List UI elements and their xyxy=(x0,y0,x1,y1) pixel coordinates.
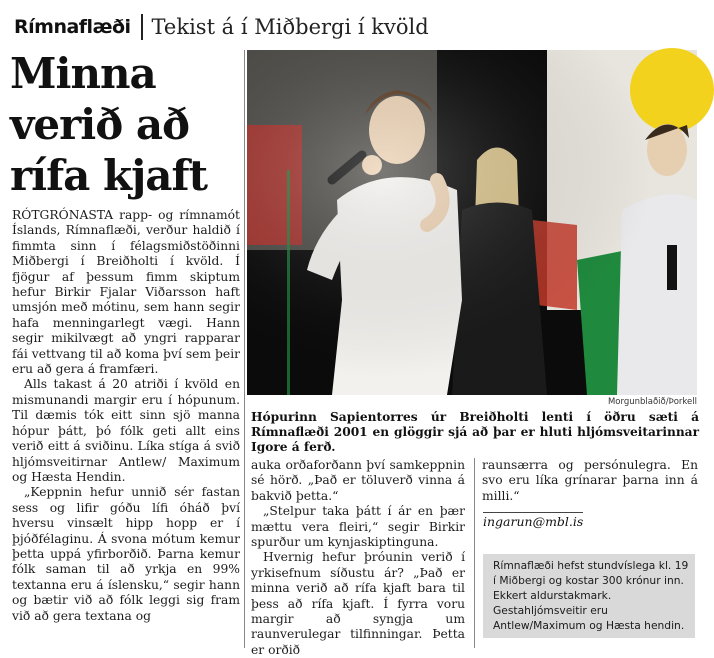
kicker-divider xyxy=(141,14,143,40)
body-column-2 xyxy=(251,458,465,657)
body-paragraph-2: Alls takast á 20 atriði í kvöld en mismunandi margir eru í hópunum. Til dæmis tók eitt sinn sjö manna hópur þátt, þó fólk geti allt eins verið eitt á sviðinu. Líka stíga á svið hljómsveitirnar Antlew/ Maximum og Hæsta Hendin. xyxy=(12,377,240,484)
body-paragraph-7: raunsærra og persónulegra. En svo eru líka grínarar þarna inn á milli.“ xyxy=(482,458,698,503)
body-paragraph-3: „Keppnin hefur unnið sér fastan sess og lifir góðu lífi óháð því hversu vinsælt hipp hopp er í þjóðfélaginu. Á svona mótum kemur þetta uppá yfirborðið. Þarna kemur fólk saman til að yrkja en 99% textanna eru á íslensku,“ segir hann og bætir við að fólk leggi sig fram við að gera textana og xyxy=(12,485,240,623)
article-photo xyxy=(247,50,697,395)
column-rule-1 xyxy=(244,50,245,648)
author-email[interactable]: ingarun@mbl.is xyxy=(483,514,584,529)
performers-photo xyxy=(247,50,697,395)
photo-caption: Hópurinn Sapientorres úr Breiðholti lenti í öðru sæti á Rímnaflæði 2001 en glöggir sjá að þar er hluti hljómsveitarinnar Igore á ferð. xyxy=(251,410,699,454)
signature-rule xyxy=(483,512,583,513)
kicker-title: Tekist á í Miðbergi í kvöld xyxy=(151,15,429,39)
body-paragraph-4: auka orðaforðann því samkeppnin sé hörð. „Það er töluverð vinna á bakvið þetta.“ xyxy=(251,458,465,503)
kicker xyxy=(14,10,704,44)
column-rule-2 xyxy=(474,458,475,648)
body-paragraph-6: Hvernig hefur þróunin verið í yrkisefnum síðustu ár? „Það er minna verið að rífa kjaft bara til þess að rífa kjaft. Í fyrra voru margir að syngja um raunverulegar tilfinningar. Þetta er orðið xyxy=(251,550,465,657)
body-paragraph-5: „Stelpur taka þátt í ár en þær mættu vera fleiri,“ segir Birkir spurður um kynjaskiptinguna. xyxy=(251,504,465,550)
section-label: Rímnaflæði xyxy=(14,16,131,38)
body-paragraph-1: RÓTGRÓNASTA rapp- og rímnamót Íslands, Rímnaflæði, verður haldið í fimmta sinn í félagsmiðstöðinni Miðbergi í Breiðholti í kvöld. Í fjögur af þessum fimm skiptum hefur Birkir Fjalar Viðarsson haft umsjón með mótinu, sem hann segir hafa menningarlegt vægi. Hann segir mikilvægt að yngri rapparar fái vettvang til að koma því sem þeir eru að gera á framfæri. xyxy=(12,208,240,377)
info-box: Rímnaflæði hefst stundvíslega kl. 19 í Miðbergi og kostar 300 krónur inn. Ekkert aldurstakmark. Gestahljómsveitir eru Antlew/Maximum og Hæsta hendin. xyxy=(483,554,695,638)
body-column-3 xyxy=(482,458,698,548)
body-column-1 xyxy=(12,208,240,648)
headline: Minna verið að rífa kjaft xyxy=(10,49,207,200)
photo-credit: Morgunblaðið/Þorkell xyxy=(607,397,697,407)
